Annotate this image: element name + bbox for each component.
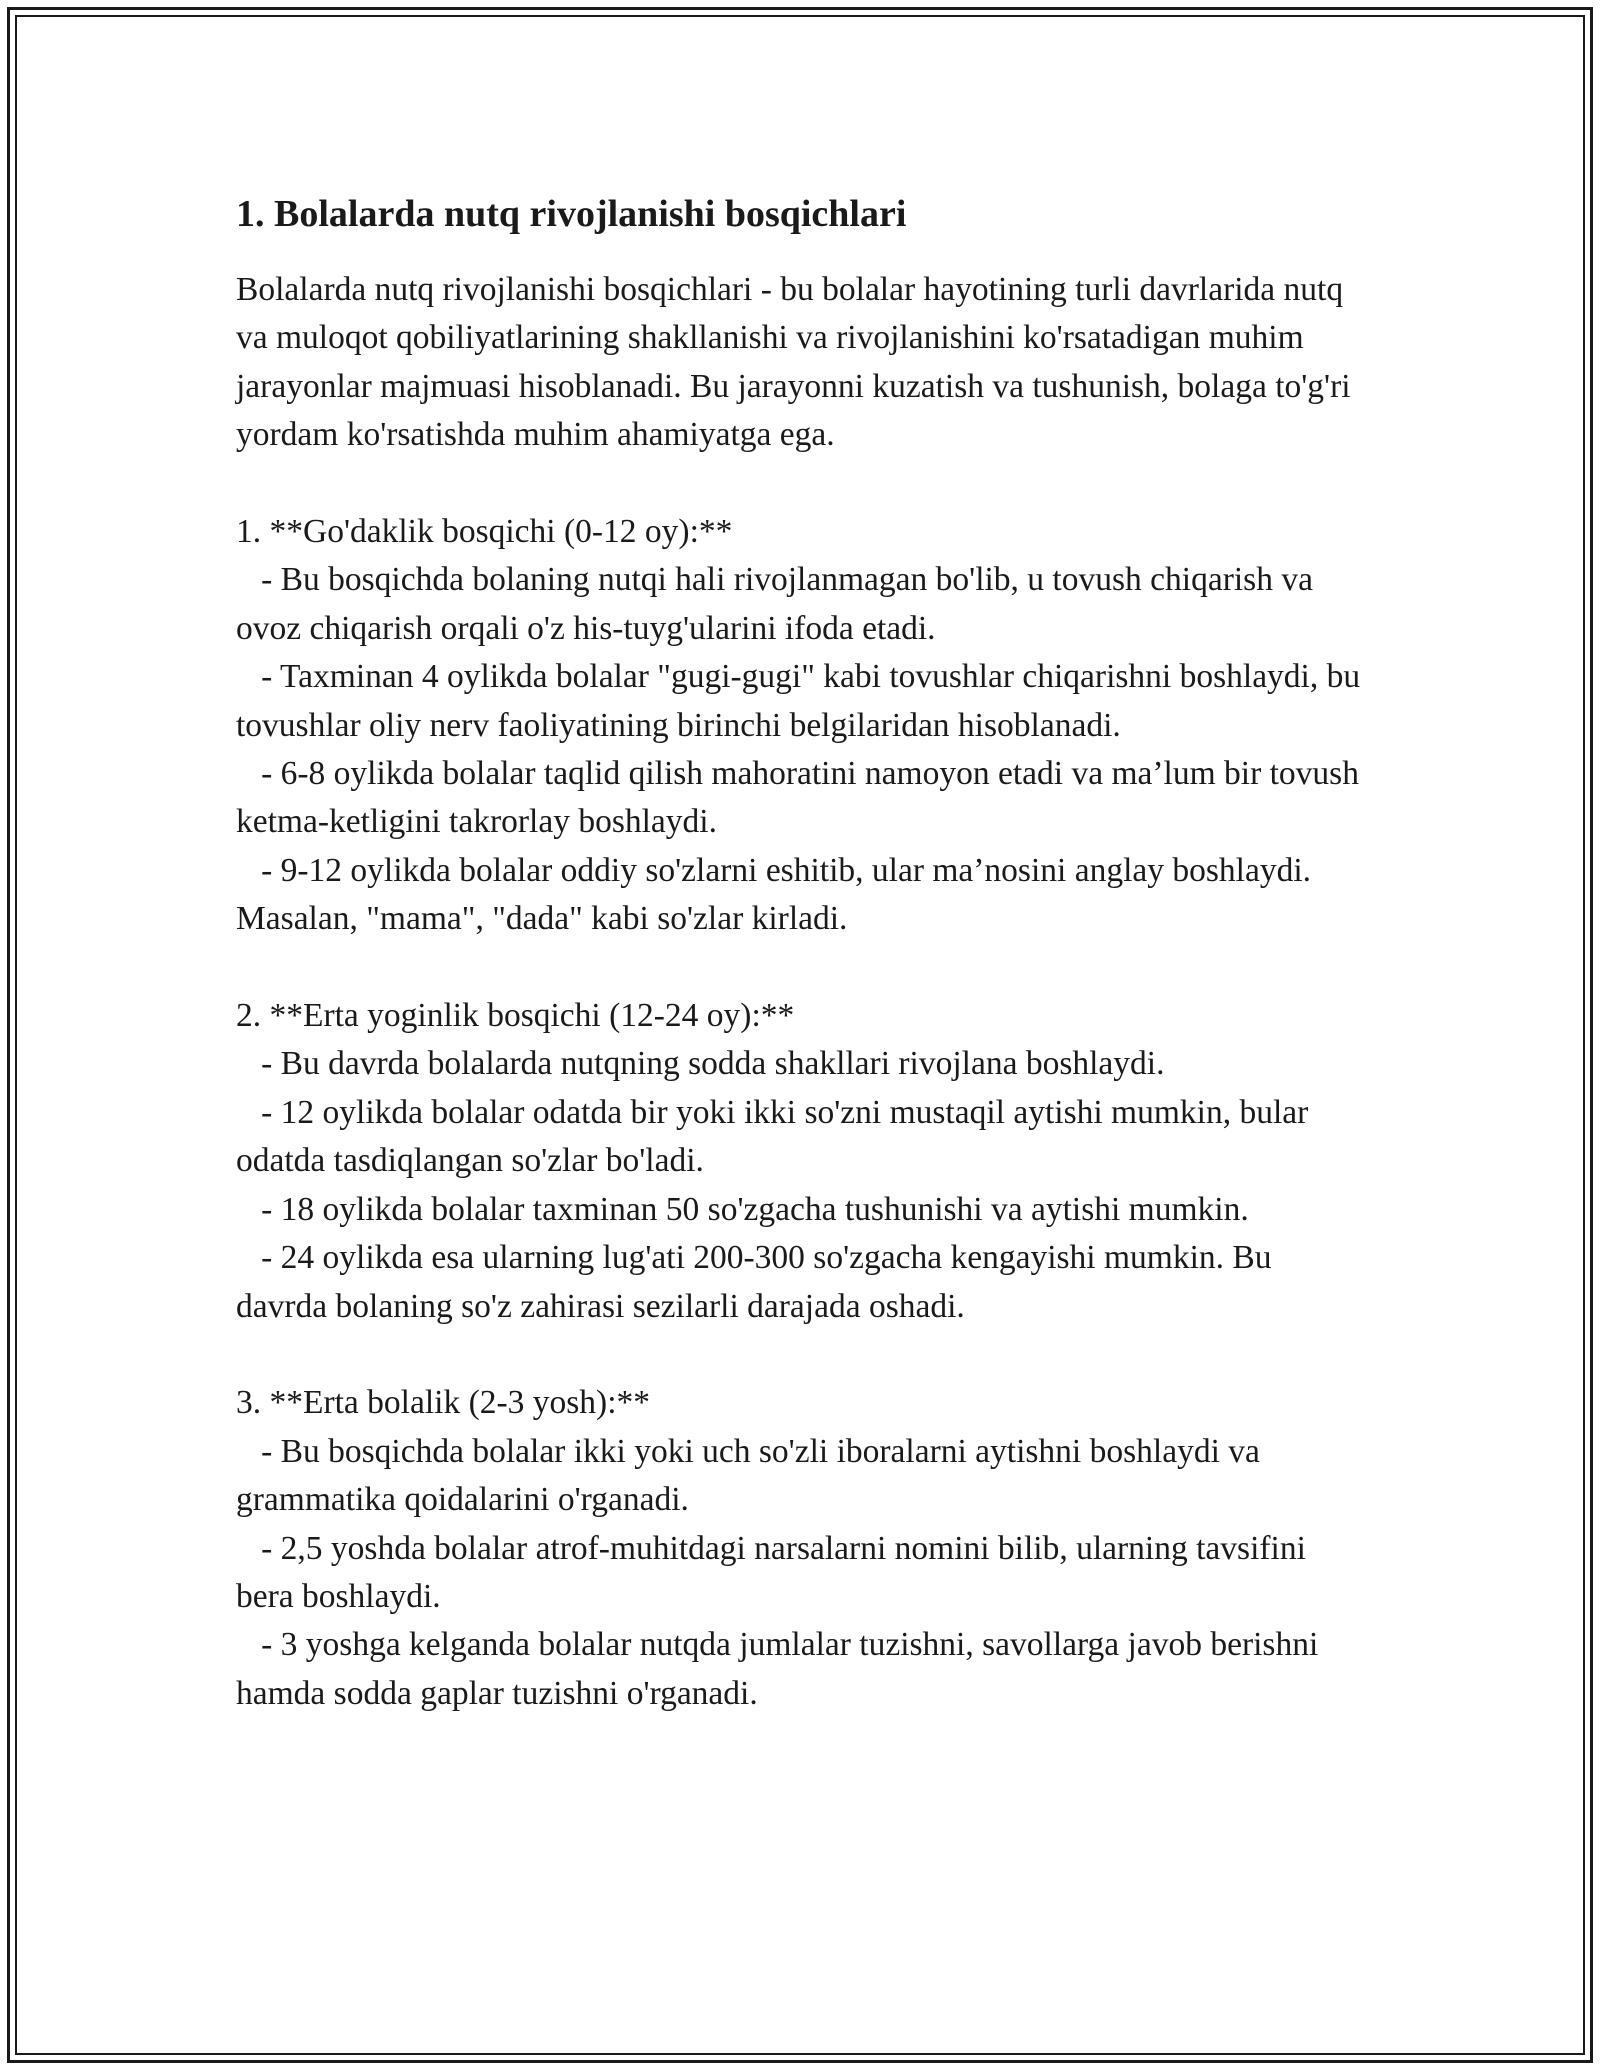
stage-item: - 2,5 yoshda bolalar atrof-muhitdagi narsalarni nomini bilib, ularning tavsifini bera boshlaydi.: [236, 1529, 1315, 1615]
stage-item: - Taxminan 4 oylikda bolalar "gugi-gugi" kabi tovushlar chiqarishni boshlaydi, bu tovushlar oliy nerv faoliyatining birinchi belgilaridan hisoblanadi.: [236, 658, 1369, 744]
stage-title: 3. **Erta bolalik (2-3 yosh):**: [236, 1384, 651, 1422]
stage-item: - 18 oylikda bolalar taxminan 50 so'zgacha tushunishi va aytishi mumkin.: [236, 1190, 1249, 1228]
stage-item: - Bu davrda bolalarda nutqning sodda shakllari rivojlana boshlaydi.: [236, 1045, 1165, 1083]
stage-section-1: [236, 508, 1369, 944]
document-body: [236, 188, 1369, 1718]
stage-item: - 3 yoshga kelganda bolalar nutqda jumlalar tuzishni, savollarga javob berishni hamda sodda gaplar tuzishni o'rganadi.: [236, 1626, 1327, 1712]
stage-section-2: [236, 992, 1366, 1331]
stage-item: - 24 oylikda esa ularning lug'ati 200-300 so'zgacha kengayishi mumkin. Bu davrda bolaning so'z zahirasi sezilarli darajada oshadi.: [236, 1239, 1280, 1325]
spacer: [236, 1331, 1366, 1379]
stage-section-3: [236, 1379, 1366, 1718]
section-heading: 1. Bolalarda nutq rivojlanishi bosqichlari: [236, 193, 907, 235]
stage-title: 2. **Erta yoginlik bosqichi (12-24 oy):**: [236, 997, 795, 1035]
stage-item: - 12 oylikda bolalar odatda bir yoki ikki so'zni mustaqil aytishi mumkin, bular odatda tasdiqlangan so'zlar bo'ladi.: [236, 1093, 1317, 1180]
intro-paragraph: Bolalarda nutq rivojlanishi bosqichlari - bu bolalar hayotining turli davrlarida nutq va muloqot qobiliyatlarining shakllanishi va rivojlanishini ko'rsatadigan muhim jarayonlar majmuasi hisoblanadi. Bu jarayonni kuzatish va tushunish, bolaga to'g'ri yordam ko'rsatishda muhim ahamiyatga ega.: [236, 271, 1351, 454]
spacer: [236, 460, 1366, 508]
stage-title: 1. **Go'daklik bosqichi (0-12 oy):**: [236, 513, 733, 551]
stage-item: - Bu bosqichda bolaning nutqi hali rivojlanmagan bo'lib, u tovush chiqarish va ovoz chiqarish orqali o'z his-tuyg'ularini ifoda etadi.: [236, 561, 1322, 647]
stage-item: - Bu bosqichda bolalar ikki yoki uch so'zli iboralarni aytishni boshlaydi va grammatika qoidalarini o'rganadi.: [236, 1432, 1269, 1519]
stage-item: - 6-8 oylikda bolalar taqlid qilish mahoratini namoyon etadi va ma’lum bir tovush ketma-ketligini takrorlay boshlaydi.: [236, 755, 1368, 841]
stage-item: - 9-12 oylikda bolalar oddiy so'zlarni eshitib, ular ma’nosini anglay boshlaydi. Masalan, "mama", "dada" kabi so'zlar kirladi.: [236, 851, 1320, 938]
spacer: [236, 944, 1366, 992]
